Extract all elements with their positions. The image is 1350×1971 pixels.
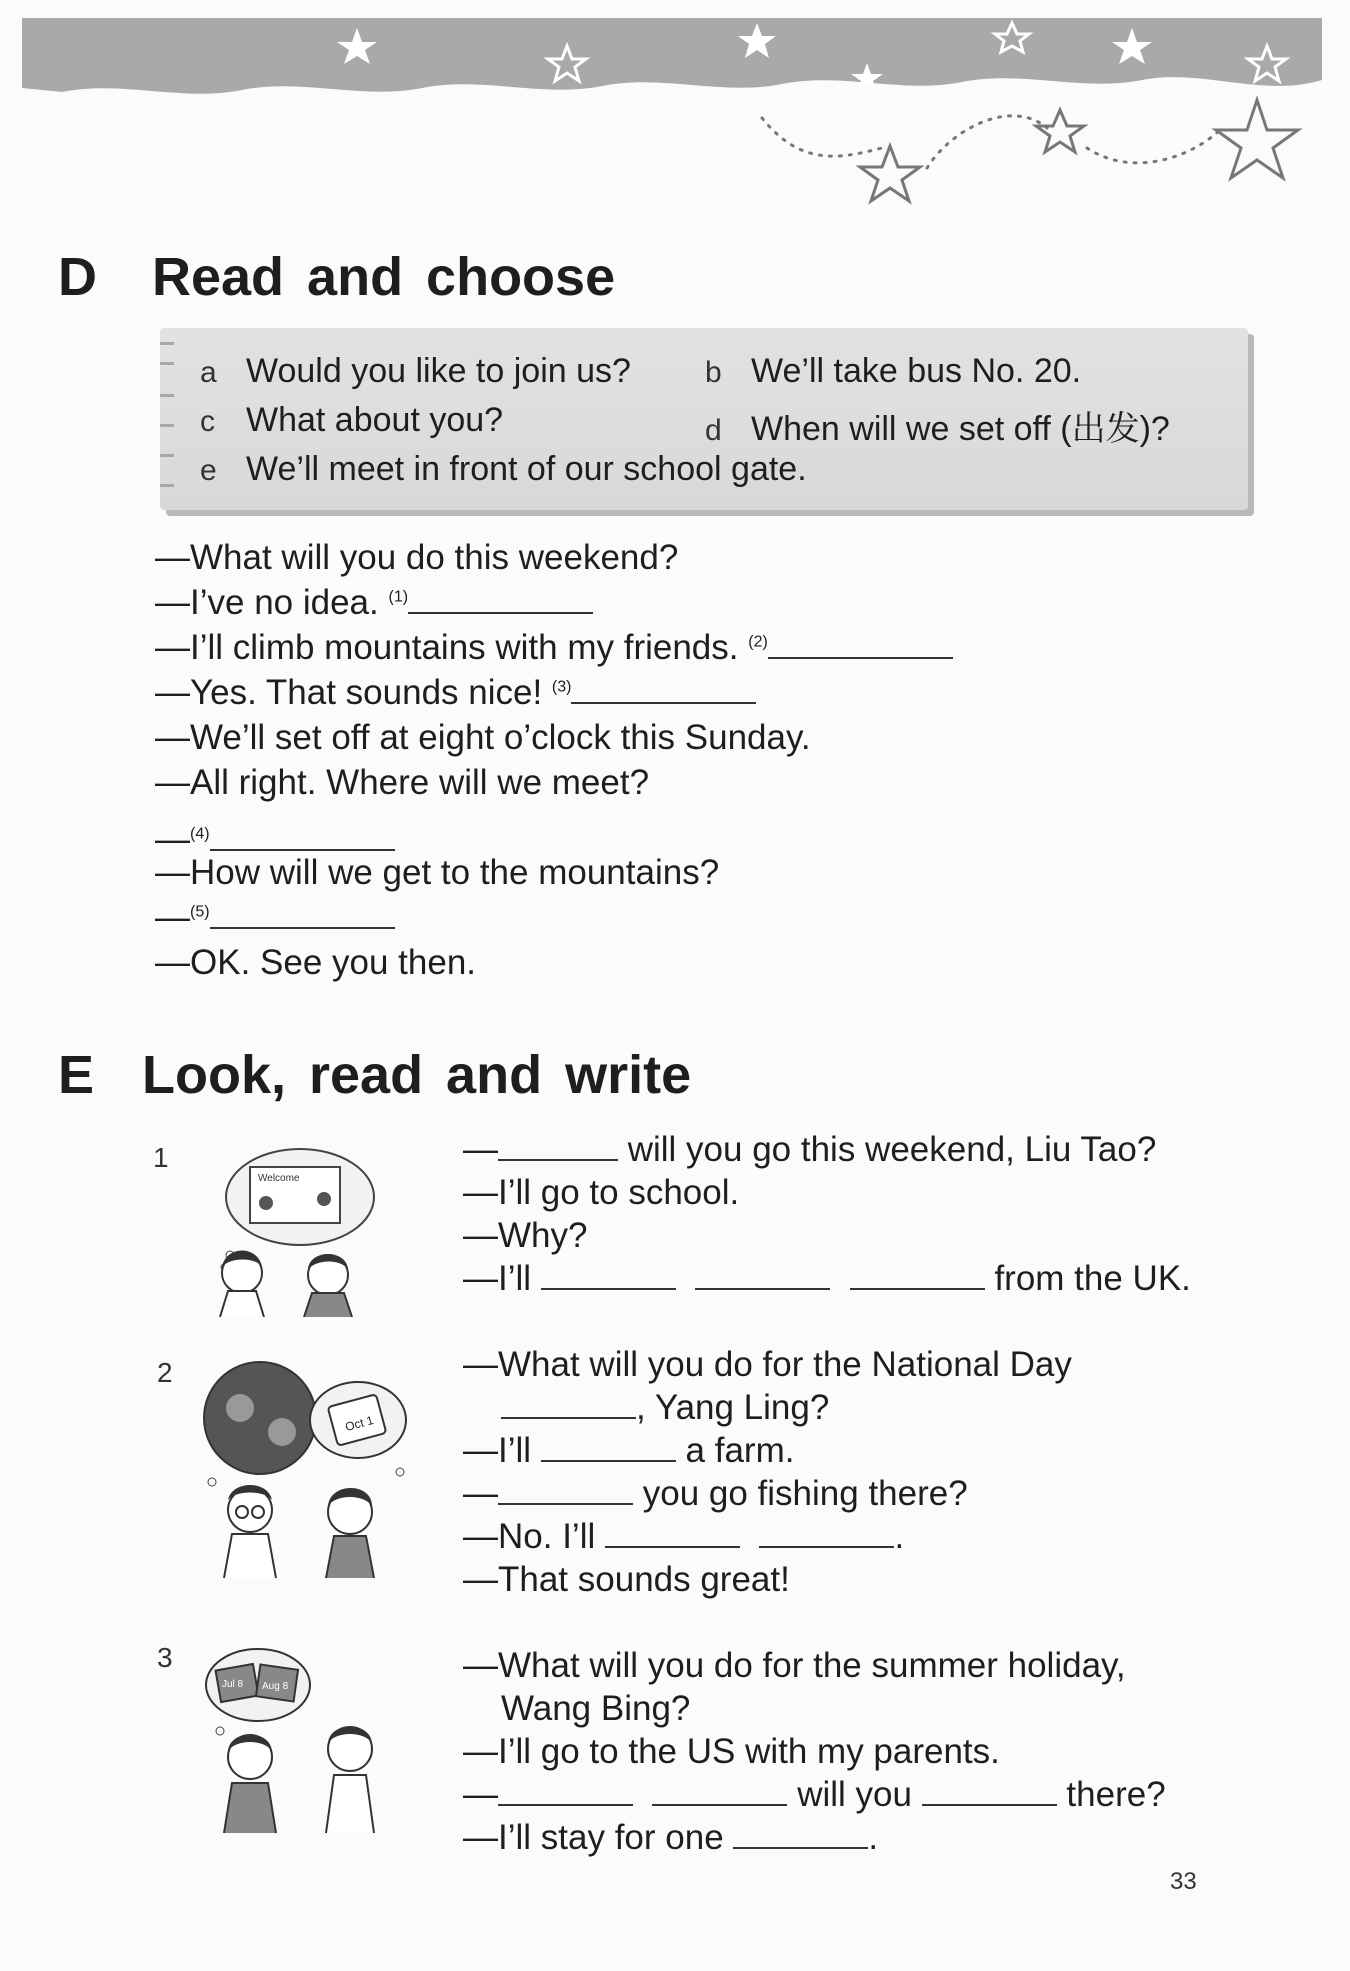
option-e-key: e <box>200 454 217 487</box>
item1-text: will you go this weekend, Liu Tao? <box>627 1130 1157 1169</box>
item2-text: . <box>894 1517 905 1556</box>
item3-blank-2[interactable] <box>652 1803 787 1806</box>
item1-text: from the UK. <box>994 1259 1191 1298</box>
item3-line5 <box>463 1818 878 1858</box>
item2-text: , Yang Ling? <box>636 1388 830 1427</box>
dash: — <box>463 1775 498 1814</box>
section-e-title: Look, read and write <box>142 1045 692 1105</box>
item3-text: —I’ll stay for one <box>463 1818 724 1857</box>
item3-blank-3[interactable] <box>922 1803 1057 1806</box>
dialogue-line <box>155 628 953 668</box>
item2-text: a farm. <box>685 1431 795 1470</box>
item1-line2: —I’ll go to school. <box>463 1173 740 1212</box>
option-d-text: When will we set off (出发)? <box>751 410 1170 448</box>
answer-blank-5[interactable] <box>210 926 395 929</box>
section-d-title: Read and choose <box>152 247 616 307</box>
item-number: 3 <box>157 1642 173 1673</box>
option-b-key: b <box>705 356 722 389</box>
item2-line1: —What will you do for the National Day <box>463 1345 1072 1384</box>
dash: — <box>463 1130 498 1169</box>
dialogue-line <box>155 583 593 623</box>
item1-blank-2[interactable] <box>541 1287 676 1290</box>
item2-line5 <box>463 1517 904 1557</box>
item2-blank-3[interactable] <box>498 1502 633 1505</box>
dialogue-line <box>155 943 476 983</box>
item2-line6: —That sounds great! <box>463 1560 790 1599</box>
dialogue-line-text: —We’ll set off at eight o’clock this Sunday. <box>155 718 811 757</box>
welcome-sign: Welcome <box>258 1173 300 1184</box>
option-a <box>200 352 631 391</box>
calendar-july: Jul 8 <box>222 1679 244 1690</box>
answer-blank-1[interactable] <box>408 611 593 614</box>
item2-line4 <box>463 1474 968 1514</box>
dialogue-line-text: —All right. Where will we meet? <box>155 763 650 802</box>
item3-blank-1[interactable] <box>498 1803 633 1806</box>
dialogue-line <box>155 538 678 578</box>
option-a-text: Would you like to join us? <box>246 352 631 390</box>
option-a-key: a <box>200 356 217 389</box>
option-b <box>705 352 1081 391</box>
item3-blank-4[interactable] <box>733 1846 868 1849</box>
option-c <box>200 401 503 440</box>
item1-text: —I’ll <box>463 1259 532 1298</box>
blank-marker: (4) <box>190 825 210 843</box>
option-d-key: d <box>705 414 722 447</box>
dialogue-line-text: —How will we get to the mountains? <box>155 853 720 892</box>
item2-blank-5[interactable] <box>759 1545 894 1548</box>
item2-line2 <box>501 1388 829 1428</box>
item2-text: —No. I’ll <box>463 1517 596 1556</box>
blank-marker: (3) <box>551 678 572 696</box>
dialogue-line <box>155 718 811 758</box>
dialogue-line <box>155 898 395 938</box>
dialogue-line <box>155 673 756 713</box>
dialogue-line <box>155 763 649 803</box>
choice-box <box>160 328 1248 510</box>
dialogue-line-text: —I’ve no idea. <box>155 583 379 622</box>
option-c-key: c <box>200 405 215 438</box>
item1-line1 <box>463 1130 1156 1170</box>
item3-text: will you <box>797 1775 912 1814</box>
item1-blank-4[interactable] <box>850 1287 985 1290</box>
answer-blank-4[interactable] <box>210 848 395 851</box>
item2-blank-4[interactable] <box>605 1545 740 1548</box>
option-b-text: We’ll take bus No. 20. <box>751 352 1082 390</box>
option-e <box>200 450 807 489</box>
item2-line3 <box>463 1431 794 1471</box>
option-d <box>705 401 1170 450</box>
item1-blank-3[interactable] <box>695 1287 830 1290</box>
item3-line2: Wang Bing? <box>501 1689 691 1728</box>
dash: — <box>463 1474 498 1513</box>
page-number: 33 <box>1170 1868 1197 1895</box>
option-c-text: What about you? <box>246 401 504 439</box>
item2-blank-2[interactable] <box>541 1459 676 1462</box>
illustration-welcome-scene <box>200 1145 375 1317</box>
answer-blank-2[interactable] <box>768 656 953 659</box>
option-e-text: We’ll meet in front of our school gate. <box>246 450 807 488</box>
blank-marker: (5) <box>190 903 210 921</box>
dialogue-line-text: —OK. See you then. <box>155 943 477 982</box>
item3-text: there? <box>1066 1775 1166 1814</box>
blank-marker: (2) <box>748 633 768 651</box>
item1-line4 <box>463 1259 1191 1299</box>
dialogue-line-text: —What will you do this weekend? <box>155 538 679 577</box>
dialogue-dash: — <box>155 820 190 859</box>
illustration-holiday-scene <box>200 1645 400 1835</box>
item2-text: you go fishing there? <box>642 1474 968 1513</box>
item2-blank-1[interactable] <box>501 1416 636 1419</box>
answer-blank-3[interactable] <box>571 701 756 704</box>
item3-line3: —I’ll go to the US with my parents. <box>463 1732 1000 1771</box>
item-number: 1 <box>153 1142 169 1173</box>
calendar-date: Oct 1 <box>343 1413 375 1434</box>
decorative-star-banner <box>22 18 1322 218</box>
item1-line3: —Why? <box>463 1216 588 1255</box>
dialogue-line <box>155 853 719 893</box>
item-number: 2 <box>157 1357 173 1388</box>
item1-blank-1[interactable] <box>498 1158 618 1161</box>
calendar-august: Aug 8 <box>262 1681 289 1692</box>
section-e-letter: E <box>58 1045 95 1105</box>
dialogue-dash: — <box>155 898 190 937</box>
item3-line4 <box>463 1775 1166 1815</box>
dialogue-line-text: —Yes. That sounds nice! <box>155 673 543 712</box>
illustration-farm-scene <box>200 1360 420 1580</box>
item2-text: —I’ll <box>463 1431 532 1470</box>
item3-line1: —What will you do for the summer holiday, <box>463 1646 1126 1685</box>
section-d-letter: D <box>58 247 97 307</box>
item3-text: . <box>868 1818 879 1857</box>
dialogue-line-text: —I’ll climb mountains with my friends. <box>155 628 739 667</box>
blank-marker: (1) <box>388 588 409 606</box>
